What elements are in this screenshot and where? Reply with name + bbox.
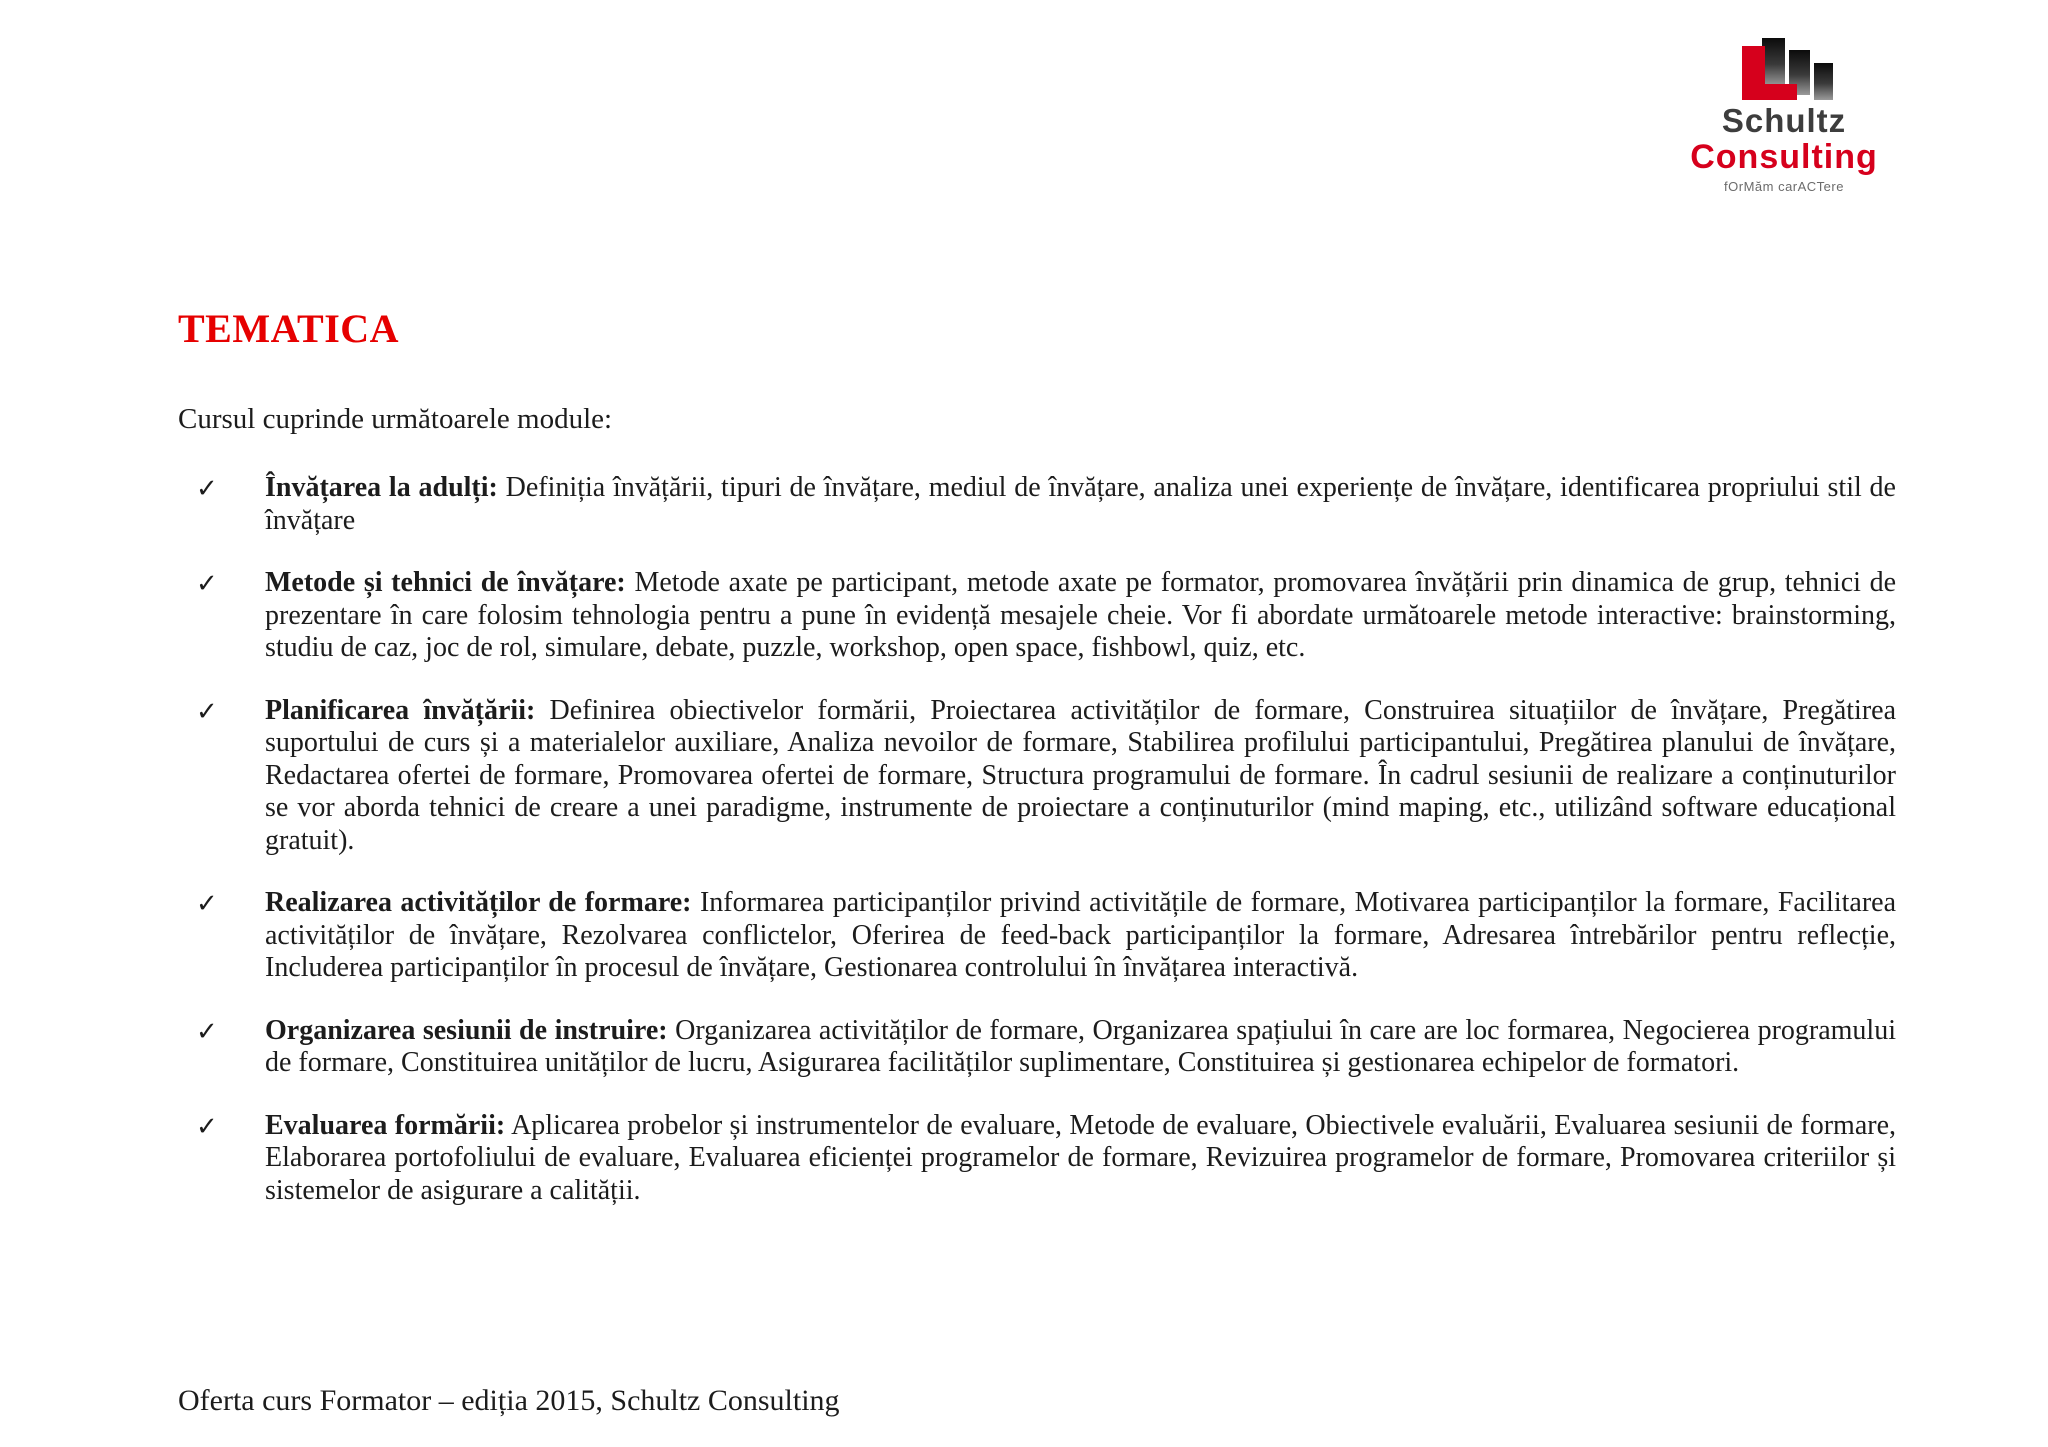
list-item bbox=[178, 695, 1896, 858]
footer-text: Oferta curs Formator – ediția 2015, Schultz Consulting bbox=[178, 1384, 840, 1417]
module-title: Învățarea la adulți: bbox=[265, 472, 498, 503]
module-body: Metode axate pe participant, metode axate pe formator, promovarea învățării prin dinamica de grup, tehnici de prezentare în care folosim tehnologia pentru a pune în evidență mesajele cheie. Vor fi abordate următoarele metode interactive: brainstorming, studiu de caz, joc de rol, simulare, debate, puzzle, workshop, open space, fishbowl, quiz, etc. bbox=[265, 567, 1897, 663]
checkmark-icon: ✓ bbox=[196, 1111, 218, 1142]
module-body: Aplicarea probelor și instrumentelor de evaluare, Metode de evaluare, Obiectivele evaluării, Evaluarea sesiunii de formare, Elaborarea portofoliului de evaluare, Evaluarea eficienței programelor de formare, Revizuirea programelor de formare, Promovarea criteriilor și sistemelor de asigurare a calității. bbox=[265, 1109, 1896, 1206]
logo-tagline: fOrMăm carACTere bbox=[1724, 179, 1844, 194]
intro-text: Cursul cuprinde următoarele module: bbox=[178, 403, 613, 435]
modules-list bbox=[178, 472, 1896, 1207]
checkmark-icon: ✓ bbox=[196, 696, 218, 727]
list-item bbox=[178, 472, 1896, 537]
module-body: Definiția învățării, tipuri de învățare, mediul de învățare, analiza unei experiențe de învățare, identificarea propriului stil de învățare bbox=[265, 472, 1896, 536]
checkmark-icon: ✓ bbox=[196, 1016, 218, 1047]
list-item bbox=[178, 1110, 1896, 1208]
list-item bbox=[178, 887, 1896, 985]
document-content bbox=[178, 0, 1896, 1237]
checkmark-icon: ✓ bbox=[196, 889, 218, 919]
module-title: Organizarea sesiunii de instruire: bbox=[265, 1014, 668, 1046]
logo-text-consulting: Consulting bbox=[1690, 138, 1878, 176]
list-item bbox=[178, 1015, 1896, 1080]
module-body: Informarea participanților privind activitățile de formare, Motivarea participanților la formare, Facilitarea activităților de învățare, Rezolvarea conflictelor, Oferirea de feed-back participanților la formare, Adresarea întrebărilor pentru reflecție, Includerea participanților în procesul de învățare, Gestionarea controlului în învățarea interactivă. bbox=[265, 887, 1896, 983]
page-title: TEMATICA bbox=[178, 306, 400, 351]
checkmark-icon: ✓ bbox=[196, 569, 218, 599]
module-title: Evaluarea formării: bbox=[265, 1109, 506, 1141]
checkmark-icon: ✓ bbox=[196, 474, 218, 504]
module-title: Realizarea activităților de formare: bbox=[265, 887, 692, 918]
module-body: Organizarea activităților de formare, Organizarea spațiului în care are loc formarea, Negocierea programului de formare, Constituirea unităților de lucru, Asigurarea facilităților suplimentare, Constituirea și gestionarea echipelor de formatori. bbox=[265, 1014, 1896, 1078]
module-body: Definirea obiectivelor formării, Proiectarea activităților de formare, Construirea situațiilor de învățare, Pregătirea suportului de curs și a materialelor auxiliare, Analiza nevoilor de formare, Stabilirea profilului participantului, Pregătirea planului de învățare, Redactarea ofertei de formare, Promovarea ofertei de formare, Structura programului de formare. În cadrul sesiunii de realizare a conținuturilor se vor aborda tehnici de creare a unei paradigme, instrumente de proiectare a conținuturilor (mind maping, etc., utilizând software educațional gratuit). bbox=[265, 694, 1897, 856]
list-item bbox=[178, 567, 1896, 665]
module-title: Planificarea învățării: bbox=[265, 694, 536, 726]
module-title: Metode și tehnici de învățare: bbox=[265, 567, 626, 598]
logo-text-schultz: Schultz bbox=[1721, 102, 1847, 139]
